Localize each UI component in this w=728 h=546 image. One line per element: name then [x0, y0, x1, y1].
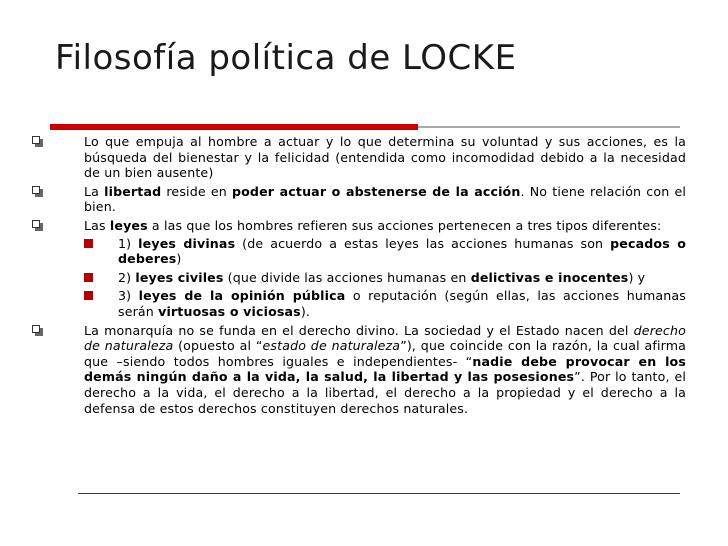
- bottom-divider: [78, 493, 680, 494]
- bullet-text: . No tiene relación con el bien.: [84, 183, 687, 215]
- title-underline-gray: [418, 126, 680, 128]
- bullet-item-leyes: [26, 218, 686, 320]
- sub-item-leyes-civiles: [84, 270, 686, 286]
- bullet-text: reside en: [161, 183, 232, 199]
- bullet-text: (opuesto al “: [173, 338, 263, 354]
- sub-item-leyes-divinas: [84, 236, 686, 267]
- bullet-text: a las que los hombres refieren sus acciones pertenecen a tres tipos diferentes:: [147, 217, 662, 233]
- bullet-text: La: [84, 183, 105, 199]
- hollow-square-bullet-icon: [32, 186, 43, 197]
- bullet-text: Lo que empuja al hombre a actuar y lo que determina su voluntad y sus acciones, es la búsqueda del bienestar y la felicidad (entendida como incomodidad debido a la necesidad de un bien ausente): [84, 134, 686, 181]
- hollow-square-bullet-icon: [32, 136, 43, 147]
- sub-item-text: o reputación (según ellas, las acciones humanas serán: [118, 288, 686, 319]
- bold-term: leyes divinas: [138, 235, 236, 251]
- bullet-item-libertad: [26, 184, 686, 215]
- filled-square-bullet-icon: [84, 291, 93, 300]
- bold-term: leyes de la opinión pública: [138, 288, 346, 304]
- laws-sublist: [84, 236, 686, 320]
- bold-term: libertad: [104, 183, 162, 199]
- sub-item-text: ): [176, 251, 182, 267]
- italic-term: derecho de naturaleza: [84, 322, 686, 354]
- sub-item-number: 2): [118, 269, 136, 285]
- bullet-item-motivation: [26, 134, 686, 181]
- slide-title: Filosofía política de LOCKE: [55, 38, 517, 78]
- bullet-text: ”), que coincide con la razón, la cual afirma que –siendo todos hombres iguales e independientes- “: [84, 338, 686, 369]
- bold-quote: nadie debe provocar en los demás ningún daño a la vida, la salud, la libertad y las posesiones: [84, 353, 687, 385]
- sub-item-text: ).: [300, 303, 311, 319]
- bullet-text: La monarquía no se funda en el derecho divino. La sociedad y el Estado nacen del: [84, 322, 634, 338]
- filled-square-bullet-icon: [84, 239, 93, 248]
- bold-term: virtuosas o viciosas: [158, 303, 301, 319]
- bullet-item-monarquia: [26, 323, 686, 417]
- hollow-square-bullet-icon: [32, 325, 43, 336]
- sub-item-text: ) y: [628, 269, 646, 285]
- sub-item-text: (de acuerdo a estas leyes las acciones humanas son: [235, 235, 611, 251]
- sub-item-number: 3): [118, 288, 139, 304]
- bullet-text: ”. Por lo tanto, el derecho a la vida, el derecho a la libertad, el derecho a la propiedad y el derecho a la defensa de estos derechos constituyen derechos naturales.: [84, 369, 687, 416]
- italic-term: estado de naturaleza: [262, 338, 401, 354]
- bold-term: leyes civiles: [135, 269, 224, 285]
- sub-item-leyes-opinion-publica: [84, 288, 686, 319]
- bold-term: leyes: [109, 217, 148, 233]
- bold-term: poder actuar o abstenerse de la acción: [231, 183, 521, 199]
- slide-body: [26, 134, 686, 419]
- hollow-square-bullet-icon: [32, 220, 43, 231]
- sub-item-text: (que divide las acciones humanas en: [223, 269, 471, 285]
- bullet-text: Las: [84, 217, 110, 233]
- bold-term: pecados o deberes: [118, 235, 686, 267]
- sub-item-number: 1): [118, 235, 139, 251]
- bold-term: delictivas e inocentes: [470, 269, 629, 285]
- title-underline-red: [50, 124, 418, 130]
- filled-square-bullet-icon: [84, 273, 93, 282]
